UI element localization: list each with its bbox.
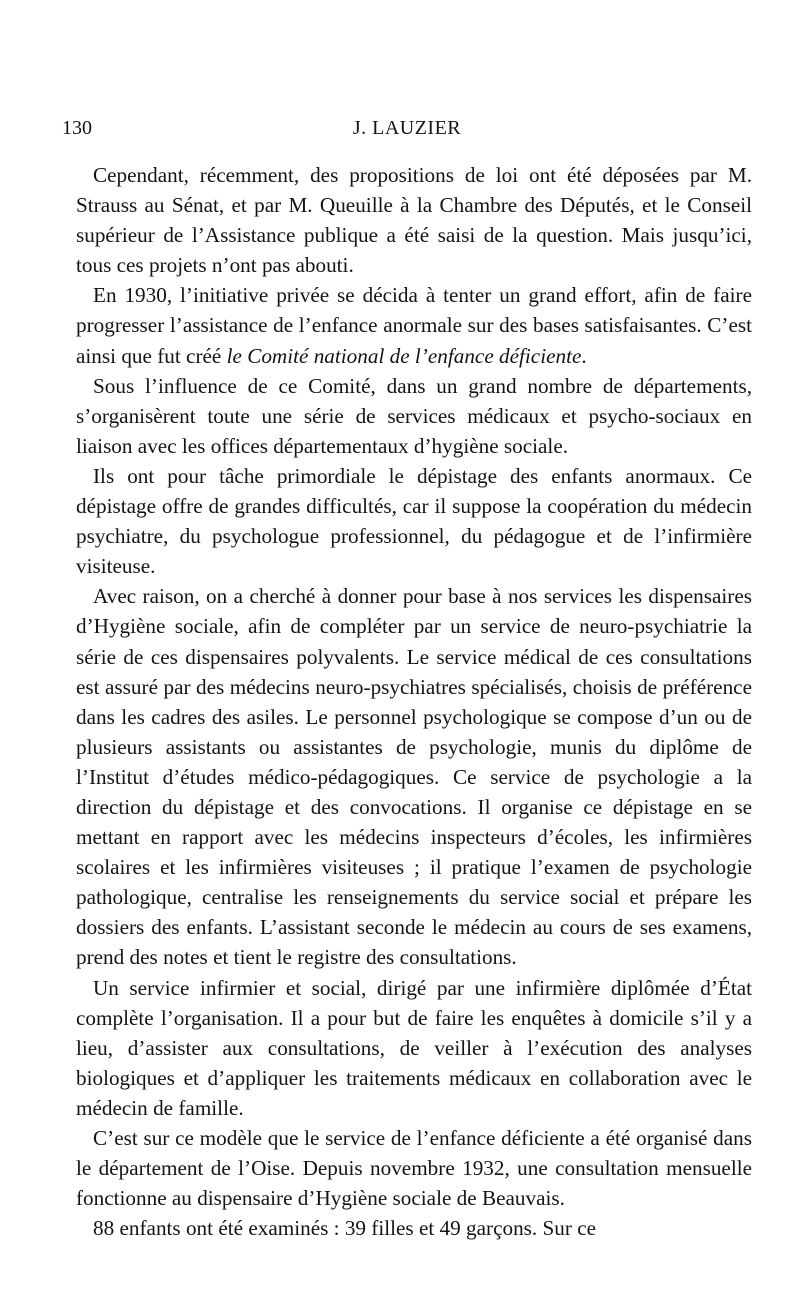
running-title: J. LAUZIER (352, 117, 462, 139)
paragraph: C’est sur ce modèle que le service de l’enfance déficiente a été organisé dans le département de l’Oise. Depuis novembre 1932, une consultation mensuelle fonctionne au dispensaire d’Hygiène sociale de Beauvais. (76, 1126, 752, 1211)
page-number: 130 (62, 117, 92, 139)
running-head (62, 117, 752, 147)
paragraph: Cependant, récemment, des propositions de loi ont été déposées par M. Strauss au Sénat, et par M. Queuille à la Chambre des Députés, et le Conseil supérieur de l’Assistance publique a été saisi de la question. Mais jusqu’ici, tous ces projets n’ont pas abouti. (76, 163, 752, 278)
paragraph: Un service infirmier et social, dirigé par une infirmière diplômée d’État complète l’organisation. Il a pour but de faire les enquêtes à domicile s’il y a lieu, d’assister aux consultations, de veiller à l’exécution des analyses biologiques et d’appliquer les traitements médicaux en collaboration avec le médecin de famille. (76, 975, 752, 1120)
paragraph (76, 280, 752, 370)
paragraph-text: . (581, 343, 587, 368)
paragraph-text: En 1930, l’initiative privée se décida à tenter un grand effort, afin de faire progresser l’assistance de l’enfance anormale sur des bases satisfaisantes. C’est ainsi que fut créé (76, 283, 752, 368)
paragraph: Ils ont pour tâche primordiale le dépistage des enfants anormaux. Ce dépistage offre de grandes difficultés, car il suppose la coopération du médecin psychiatre, du psychologue professionnel, du pédagogue et de l’infirmière visiteuse. (76, 463, 752, 579)
paragraph: Avec raison, on a cherché à donner pour base à nos services les dispensaires d’Hygiène sociale, afin de compléter par un service de neuro-psychiatrie la série de ces dispensaires polyvalents. Le service médical de ces consultations est assuré par des médecins neuro-psychiatres spécialisés, choisis de préférence dans les cadres des asiles. Le personnel psychologique se compose d’un ou de plusieurs assistants ou assistantes de psychologie, munis du diplôme de l’Institut d’études médico-pédagogiques. Ce service de psychologie a la direction du dépistage et des convocations. Il organise ce dépistage en se mettant en rapport avec les médecins inspecteurs d’écoles, les infirmières scolaires et les infirmières visiteuses ; il pratique l’examen de psychologie pathologique, centralise les renseignements du service social et prépare les dossiers des enfants. L’assistant seconde le médecin au cours de ses examens, prend des notes et tient le registre des consultations. (76, 584, 752, 970)
body-text (76, 160, 752, 1243)
committee-name: le Comité national de l’enfance déficiente (226, 343, 582, 368)
paragraph: 88 enfants ont été examinés : 39 filles et 49 garçons. Sur ce (93, 1216, 597, 1241)
paragraph: Sous l’influence de ce Comité, dans un grand nombre de départements, s’organisèrent toute une série de services médicaux et psycho-sociaux en liaison avec les offices départementaux d’hygiène sociale. (76, 373, 752, 458)
